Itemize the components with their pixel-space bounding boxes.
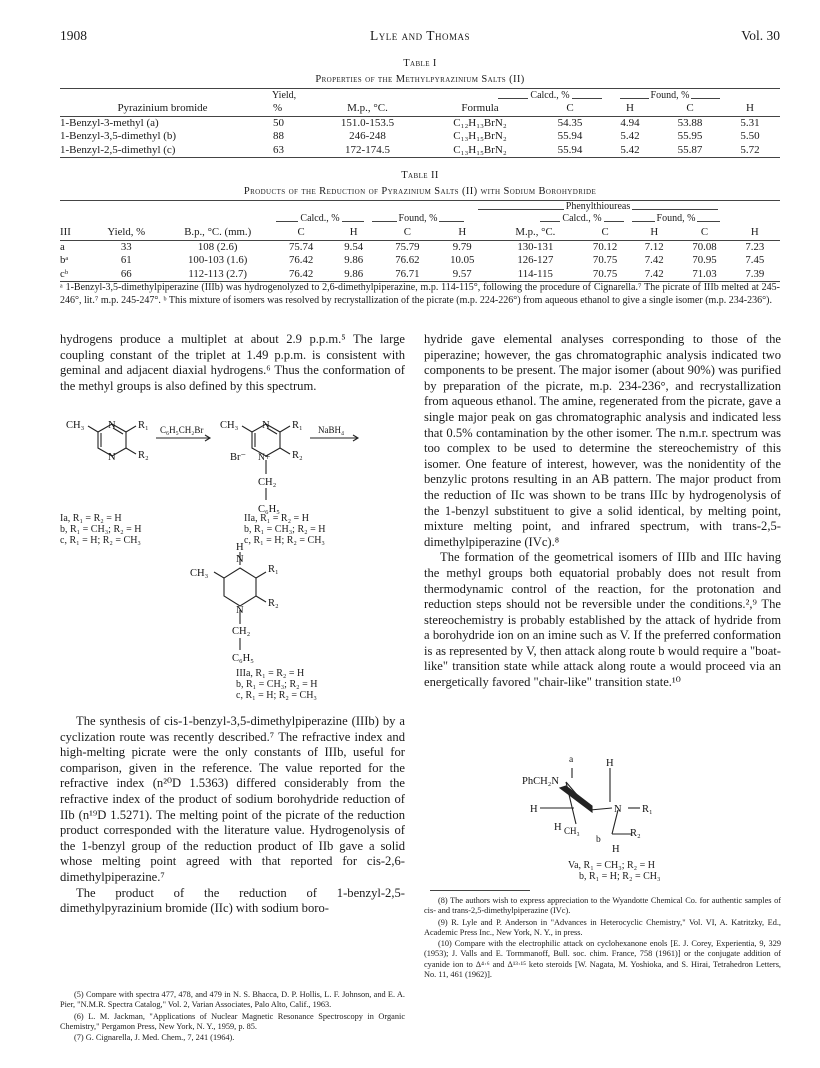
table2-found-group: Found, %: [398, 213, 438, 224]
compound-ii-legend: [244, 513, 325, 546]
r1-label: R₁: [642, 804, 653, 815]
table2-header: H: [349, 226, 358, 238]
reagent-nabh4: NaBH₄: [318, 425, 345, 435]
reaction-scheme: [60, 412, 410, 704]
table-cell: 70.08: [692, 240, 717, 253]
n-label: N: [236, 554, 244, 565]
table-cell: 151.0-153.5: [340, 116, 395, 129]
table-cell: 76.62: [395, 254, 420, 266]
table-cell: 7.23: [745, 240, 765, 253]
n-label: N: [262, 420, 270, 431]
table-cell: cᵇ: [60, 267, 69, 280]
h-label: H: [530, 804, 538, 815]
table-cell: 55.95: [677, 130, 703, 142]
table-cell: 7.42: [644, 267, 664, 280]
table1-calcd-group: Calcd., %: [530, 90, 570, 101]
legend-line: IIa, R₁ = R₂ = H: [244, 513, 309, 524]
table2-header: Yield, %: [107, 226, 146, 238]
right-column: [424, 332, 781, 691]
table-cell: 112-113 (2.7): [188, 267, 247, 280]
r2-label: R₂: [292, 450, 303, 461]
table-cell: 130-131: [517, 240, 554, 253]
legend-line: Ia, R₁ = R₂ = H: [60, 513, 122, 524]
paragraph: The synthesis of cis-1-benzyl-3,5-dimethylpiperazine (IIIb) by a cyclization route was recently described.⁷ The refractive index and high-melting picrate were the only constants of IIIb, useful for comparison, given in the reference. The value reported for the refractive index (n²⁰D 1.5363) differed considerably from the refractive index of the product of sodium borohydride reduction of IIb (n¹⁹D 1.5271). The melting point of the picrate of the reduction product corresponded with the literature value. Hydrogenolysis of the 1-benzyl group of the reduction product of IIb gave a solid whose melting point agreed with that reported for cis-2,6-dimethylpiperazine.⁷: [60, 714, 405, 884]
table1-top-rule: [60, 88, 780, 89]
table-cell: 100-103 (1.6): [188, 254, 248, 266]
table1-header: H: [746, 102, 754, 114]
table1-caption: Properties of the Methylpyrazinium Salts (II): [315, 74, 525, 85]
footnote-rule-right: [430, 890, 530, 891]
table-cell: 9.86: [344, 267, 364, 280]
table-cell: 9.57: [452, 267, 472, 280]
table-cell: 70.75: [592, 254, 618, 266]
table-cell: 5.72: [740, 143, 760, 156]
table-cell: 88: [273, 130, 284, 142]
table-cell: 1-Benzyl-3,5-dimethyl (b): [60, 130, 177, 142]
table-cell: 61: [120, 254, 132, 266]
table2-number: Table II: [401, 170, 439, 181]
page-number: 1908: [60, 28, 87, 43]
table-cell: 114-115: [517, 267, 553, 280]
left-column-top: [60, 332, 405, 394]
r2-label: R₂: [268, 598, 279, 609]
footnotes-left: [60, 990, 405, 1044]
table-row: [60, 268, 780, 282]
bromide-label: Br⁻: [230, 452, 247, 463]
table2-header: C: [403, 226, 411, 238]
legend-line: IIIa, R₁ = R₂ = H: [236, 668, 305, 679]
footnote: (9) R. Lyle and P. Anderson in "Advances in Heterocyclic Chemistry," Vol. VI, A. Katritzky, Ed., Academic Press Inc., New York, N. Y., in press.: [424, 917, 781, 937]
table-cell: C₁₃H₁₅BrN₂: [453, 130, 507, 142]
h-label: H: [554, 822, 562, 833]
h-label: H: [612, 844, 620, 855]
table1-header-row: [60, 102, 780, 116]
legend-line: b, R₁ = CH₃; R₂ = H: [60, 524, 142, 535]
route-b-label: b: [596, 835, 601, 845]
table2-header: C: [601, 226, 609, 238]
ch2-label: CH₂: [258, 477, 277, 488]
table1-header: H: [626, 102, 634, 114]
ch3-label: CH₃: [564, 826, 580, 836]
compound-i-legend: [60, 513, 141, 546]
r1-label: R₁: [138, 420, 149, 431]
ch2-label: CH₂: [232, 626, 251, 637]
table-cell: 9.79: [452, 240, 472, 253]
table-cell: 5.42: [620, 130, 640, 142]
table-cell: bᵃ: [60, 254, 69, 266]
table-cell: 66: [120, 267, 132, 280]
table-row: [60, 254, 780, 268]
table-cell: 9.54: [344, 240, 364, 253]
legend-line: b, R₁ = CH₃; R₂ = H: [244, 524, 326, 535]
paragraph: The product of the reduction of 1-benzyl-2,5-dimethylpyrazinium bromide (IIc) with sodium boro-: [60, 885, 405, 916]
table-cell: 10.05: [450, 254, 475, 266]
table2-header: H: [458, 226, 467, 238]
table1-header: C: [566, 102, 574, 114]
table-row: [60, 130, 780, 144]
footnote: (10) Compare with the electrophilic attack on cyclohexanone enols [E. J. Corey, Experientia, 9, 329 (1953); J. Valls and E. Tormmanoff, Bull. soc. chim. France, 758 (1961)] or the conjugate addition of cyanide ion to Δ⁴·⁶ and Δ¹³·¹⁵ keto steroids [W. Nagata, M. Yoshioka, and S. Hirai, Tetrahedron Letters, No. 11, 461 (1962)].: [424, 939, 781, 980]
table-cell: 55.87: [677, 143, 703, 156]
ch3-label: CH₃: [66, 420, 85, 431]
route-a-label: a: [569, 755, 574, 765]
structure-v: [520, 752, 700, 857]
table2-phenyl-calcd-group: Calcd., %: [562, 213, 602, 224]
running-title: Lyle and Thomas: [370, 28, 470, 43]
table2-caption: Products of the Reduction of Pyrazinium Salts (II) with Sodium Borohydride: [243, 186, 597, 197]
r1-label: R₁: [292, 420, 303, 431]
table-cell: 33: [120, 240, 132, 253]
table1-header: Pyrazinium bromide: [117, 102, 208, 114]
table2-header: B.p., °C. (mm.): [184, 226, 252, 238]
table-cell: 54.35: [557, 116, 583, 129]
legend-line: c, R₁ = H; R₂ = CH₃: [244, 535, 325, 546]
ch3-label: CH₃: [220, 420, 239, 431]
table-cell: 75.74: [288, 240, 314, 253]
h-label: H: [606, 758, 614, 769]
table-cell: 50: [273, 116, 284, 129]
compound-iii-legend: [236, 668, 317, 701]
table-cell: 126-127: [517, 254, 554, 266]
legend-line: c, R₁ = H; R₂ = CH₃: [60, 535, 141, 546]
table-cell: 5.50: [740, 130, 760, 142]
table-cell: a: [60, 240, 65, 253]
table-row: [60, 144, 780, 158]
volume-label: Vol. 30: [741, 28, 780, 43]
h-label: H: [236, 542, 244, 553]
table-cell: 108 (2.6): [197, 240, 238, 253]
table2-footnote: ᵃ 1-Benzyl-3,5-dimethylpiperazine (IIIb) was hydrogenolyzed to 2,6-dimethylpiperazine, m.p. 114-115°, following the procedure of Cignarella.⁷ The picrate of IIIb melted at 245-246°, lit.⁷ m.p. 245-247°. ᵇ This mixture of isomers was resolved by recrystallization of the picrate (m.p. 224-226°) from aqueous ethanol to give a single isomer (m.p. 234-236°).: [60, 282, 780, 306]
table2-header: H: [750, 226, 759, 238]
table-cell: 1-Benzyl-3-methyl (a): [60, 116, 159, 129]
paragraph: hydrogens produce a multiplet at about 2.9 p.p.m.⁵ The large coupling constant of the triplet at 1.49 p.p.m. is consistent with geminal and adjacent diaxial hydrogens.⁶ Thus the conformation of the methyl groups is also defined by this spectrum.: [60, 332, 405, 393]
table-cell: 70.12: [592, 240, 618, 253]
footnote: (7) G. Cignarella, J. Med. Chem., 7, 241 (1964).: [74, 1033, 235, 1043]
footnote: (8) The authors wish to express appreciation to the Wyandotte Chemical Co. for authentic samples of cis- and trans-2,5-dimethylpiperazine (IVc).: [424, 896, 781, 916]
r2-label: R₂: [138, 450, 149, 461]
table1-found-group: Found, %: [650, 90, 690, 101]
table-cell: 70.95: [692, 254, 717, 266]
footnote: (6) L. M. Jackman, "Applications of Nuclear Magnetic Resonance Spectroscopy in Organic Chemistry," Pergamon Press, New York, N. Y., 1959, p. 85.: [60, 1011, 405, 1031]
table1-yield-label: Yield,: [272, 90, 297, 101]
table-cell: 5.31: [740, 116, 760, 129]
table-cell: 63: [273, 143, 284, 156]
structure-v-legend: [568, 860, 660, 882]
table-row: [60, 240, 780, 254]
table2-phenyl-found-group: Found, %: [656, 213, 696, 224]
n-label: N: [108, 452, 116, 463]
table1-header: Formula: [461, 102, 499, 114]
paragraph: The formation of the geometrical isomers of IIIb and IIIc having the methyl groups both equatorial probably does not result from thermodynamic control of the reaction, for the protonation and reduction steps should not be reversible under the conditions.²,⁹ The stereochemistry is probably established by the attack of hydride from a borohydride ion on an imine such as V. If the preferred conformation is as represented by V, then attack along route b would require a "boat-like" transition state while attack along route a would proceed via an energetically favored "chair-like" transition state.¹⁰: [424, 550, 781, 690]
table1-header: %: [273, 102, 283, 114]
piperazine-ring-iii: [224, 568, 256, 606]
table-cell: 71.03: [692, 267, 717, 280]
table2-header: III: [60, 226, 71, 238]
table-cell: C₁₂H₁₃BrN₂: [453, 116, 507, 129]
table2-header: H: [650, 226, 659, 238]
table2-header: C: [700, 226, 709, 238]
n-label: N: [108, 420, 116, 431]
r2-label: R₂: [630, 828, 641, 839]
ch3-label: CH₃: [190, 568, 209, 579]
left-column-bottom: [60, 714, 405, 917]
table-row: [60, 116, 780, 130]
legend-line: c, R₁ = H; R₂ = CH₃: [236, 690, 317, 701]
table-cell: 5.42: [620, 143, 640, 156]
table1-number: Table I: [403, 58, 437, 69]
legend-line: Va, R₁ = CH₃; R₂ = H: [568, 860, 656, 871]
table-cell: 75.79: [395, 240, 420, 253]
phch2n-label: PhCH₂N: [522, 776, 559, 787]
table-cell: 172-174.5: [345, 143, 390, 156]
table-cell: 7.12: [644, 240, 664, 253]
table-cell: 9.86: [344, 254, 364, 266]
table-cell: 76.71: [395, 267, 420, 280]
footnotes-right: [424, 896, 781, 981]
table-cell: 70.75: [592, 267, 618, 280]
c6h5-label: C₆H₅: [258, 504, 280, 515]
table1-header: C: [686, 102, 694, 114]
table-cell: 7.39: [745, 267, 765, 280]
legend-line: b, R₁ = H; R₂ = CH₃: [579, 871, 661, 882]
table-cell: C₁₃H₁₅BrN₂: [453, 143, 507, 156]
c6h5-label: C₆H₅: [232, 653, 254, 664]
table2: [60, 226, 780, 282]
footnote: (5) Compare with spectra 477, 478, and 479 in N. S. Bhacca, D. P. Hollis, L. F. Johnson, and E. A. Pier, "N.M.R. Spectra Catalog," Vol. 2, Varian Associates, Palo Alto, Calif., 1963.: [60, 990, 405, 1010]
table-cell: 76.42: [288, 267, 314, 280]
table-cell: 7.45: [745, 254, 765, 266]
table2-header: C: [297, 226, 305, 238]
n-plus-label: N+: [258, 453, 271, 463]
table-cell: 7.42: [644, 254, 664, 266]
n-label: N: [614, 804, 622, 815]
table-cell: 4.94: [620, 116, 640, 129]
table1-header: M.p., °C.: [347, 102, 388, 114]
table1: [60, 102, 780, 158]
table-cell: 55.94: [557, 143, 583, 156]
legend-line: b, R₁ = CH₃; R₂ = H: [236, 679, 318, 690]
table2-header: M.p., °C.: [515, 226, 556, 238]
n-label: N: [236, 605, 244, 616]
paragraph: hydride gave elemental analyses corresponding to those of the piperazine; however, the gas chromatographic analysis indicated two components to be present. The major isomer (about 90%) was purified by preparation of the picrate, m.p. 234-236°, and recrystallization from aqueous ethanol. The amine, regenerated from the picrate, gave a single major peak on gas chromatographic analysis and indicated less that 0.5% contamination by the other isomer. The n.m.r. spectrum was too complex to be used to determine the stereochemistry of this isomer. One feature of interest, however, was the nonidentity of the benzylic protons resulting in an AB pattern. The major product from the reduction of IIc was shown to be trans IIIc by hydrogenolysis of the 1-benzyl substituent to give a solid identical, by melting point, mixture melting point, and infrared spectrum, with trans-2,5-dimethylpiperazine (IVc).⁸: [424, 332, 781, 549]
r1-label: R₁: [268, 564, 279, 575]
table-cell: 76.42: [288, 254, 314, 266]
table2-header-row: [60, 226, 780, 240]
table2-calcd-group: Calcd., %: [300, 213, 340, 224]
table-cell: 246-248: [349, 130, 386, 142]
table-cell: 1-Benzyl-2,5-dimethyl (c): [60, 143, 176, 156]
table-cell: 55.94: [557, 130, 583, 142]
table-cell: 53.88: [677, 116, 703, 129]
table2-phenylthioureas: Phenylthioureas: [565, 201, 631, 212]
running-header: [60, 28, 780, 48]
reagent-benzyl-bromide: C₆H₅CH₂Br: [160, 425, 204, 435]
